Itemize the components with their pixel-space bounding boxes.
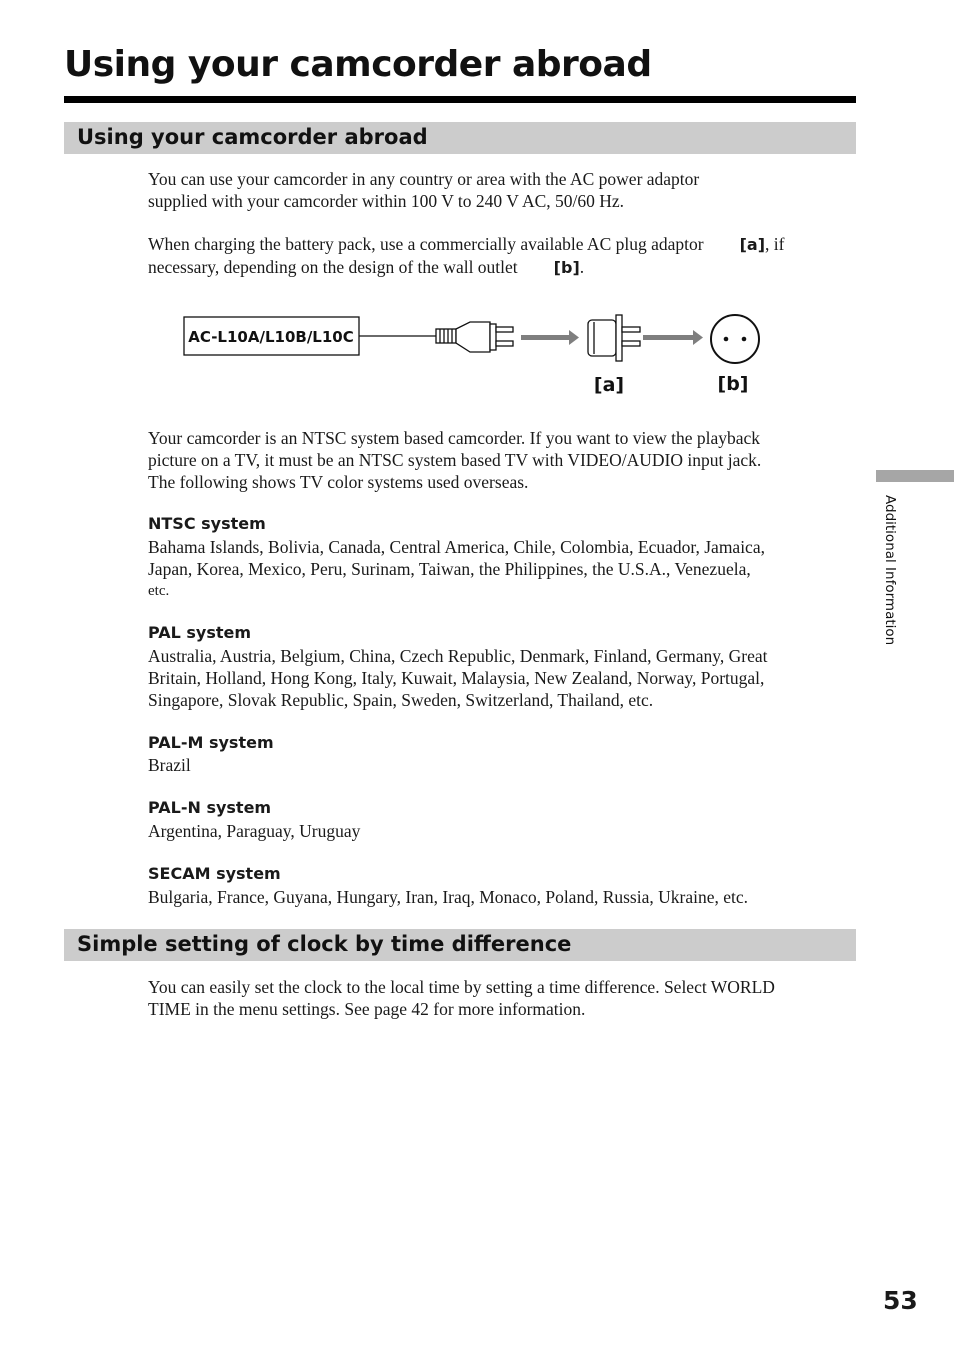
system-countries-pal-m: Brazil bbox=[148, 755, 191, 775]
intro-paragraph-voltage: You can use your camcorder in any country or area with the AC power adaptor supplied with your camcorder within 100 V to 240 V AC, 50/60 Hz. bbox=[148, 169, 700, 211]
wall-outlet-icon bbox=[711, 315, 759, 363]
intro-paragraph-plug: When charging the battery pack, use a commercially available AC plug adaptor [a], if necessary, depending on the design of the wall outlet [b]. bbox=[148, 234, 785, 277]
plug-adaptor-diagram bbox=[180, 308, 780, 408]
side-tab-label: Additional Information bbox=[882, 495, 898, 646]
ac-plug-icon bbox=[436, 322, 513, 352]
system-heading-pal-n: PAL-N system bbox=[148, 798, 272, 817]
arrow-right-icon bbox=[521, 330, 579, 345]
clock-paragraph: You can easily set the clock to the local time by setting a time difference. Select WORLD TIME in the menu settings. See page 42 for more information. bbox=[148, 977, 775, 1019]
label-a: [a] bbox=[593, 374, 625, 396]
ref-b: [b] bbox=[553, 258, 580, 277]
page-title: Using your camcorder abroad bbox=[64, 44, 652, 85]
system-countries-secam: Bulgaria, France, Guyana, Hungary, Iran, Iraq, Monaco, Poland, Russia, Ukraine, etc. bbox=[148, 887, 748, 907]
ref-a: [a] bbox=[739, 235, 766, 254]
label-b: [b] bbox=[717, 373, 749, 395]
adaptor-label-box bbox=[184, 317, 359, 355]
system-countries-pal: Australia, Austria, Belgium, China, Czech Republic, Denmark, Finland, Germany, Great Britain, Holland, Hong Kong, Italy, Kuwait, Malaysia, New Zealand, Norway, Portugal, Singapore, Slovak Republic, Spain, Sweden, Switzerland, Thailand, etc. bbox=[148, 646, 768, 710]
title-rule bbox=[64, 96, 856, 103]
system-heading-ntsc: NTSC system bbox=[148, 514, 266, 533]
section-heading-text: Simple setting of clock by time difference bbox=[77, 932, 572, 956]
side-tab-marker bbox=[876, 470, 954, 482]
system-heading-pal: PAL system bbox=[148, 623, 252, 642]
system-heading-secam: SECAM system bbox=[148, 864, 281, 883]
section-heading-abroad bbox=[64, 122, 856, 154]
page-number: 53 bbox=[883, 1286, 918, 1315]
arrow-right-icon bbox=[643, 330, 703, 345]
system-countries-ntsc: Bahama Islands, Bolivia, Canada, Central America, Chile, Colombia, Ecuador, Jamaica, Japan, Korea, Mexico, Peru, Surinam, Taiwan, the Philippines, the U.S.A., Venezuela, etc. bbox=[148, 537, 765, 599]
system-countries-pal-n: Argentina, Paraguay, Uruguay bbox=[148, 821, 361, 841]
section-heading-clock bbox=[64, 929, 856, 961]
tv-system-paragraph: Your camcorder is an NTSC system based camcorder. If you want to view the playback picture on a TV, it must be an NTSC system based TV with VIDEO/AUDIO input jack. The following shows TV color systems used overseas. bbox=[148, 428, 762, 492]
system-heading-pal-m: PAL-M system bbox=[148, 733, 274, 752]
plug-adaptor-icon bbox=[588, 315, 640, 361]
section-heading-text: Using your camcorder abroad bbox=[77, 125, 428, 149]
adaptor-label: AC-L10A/L10B/L10C bbox=[188, 328, 354, 346]
